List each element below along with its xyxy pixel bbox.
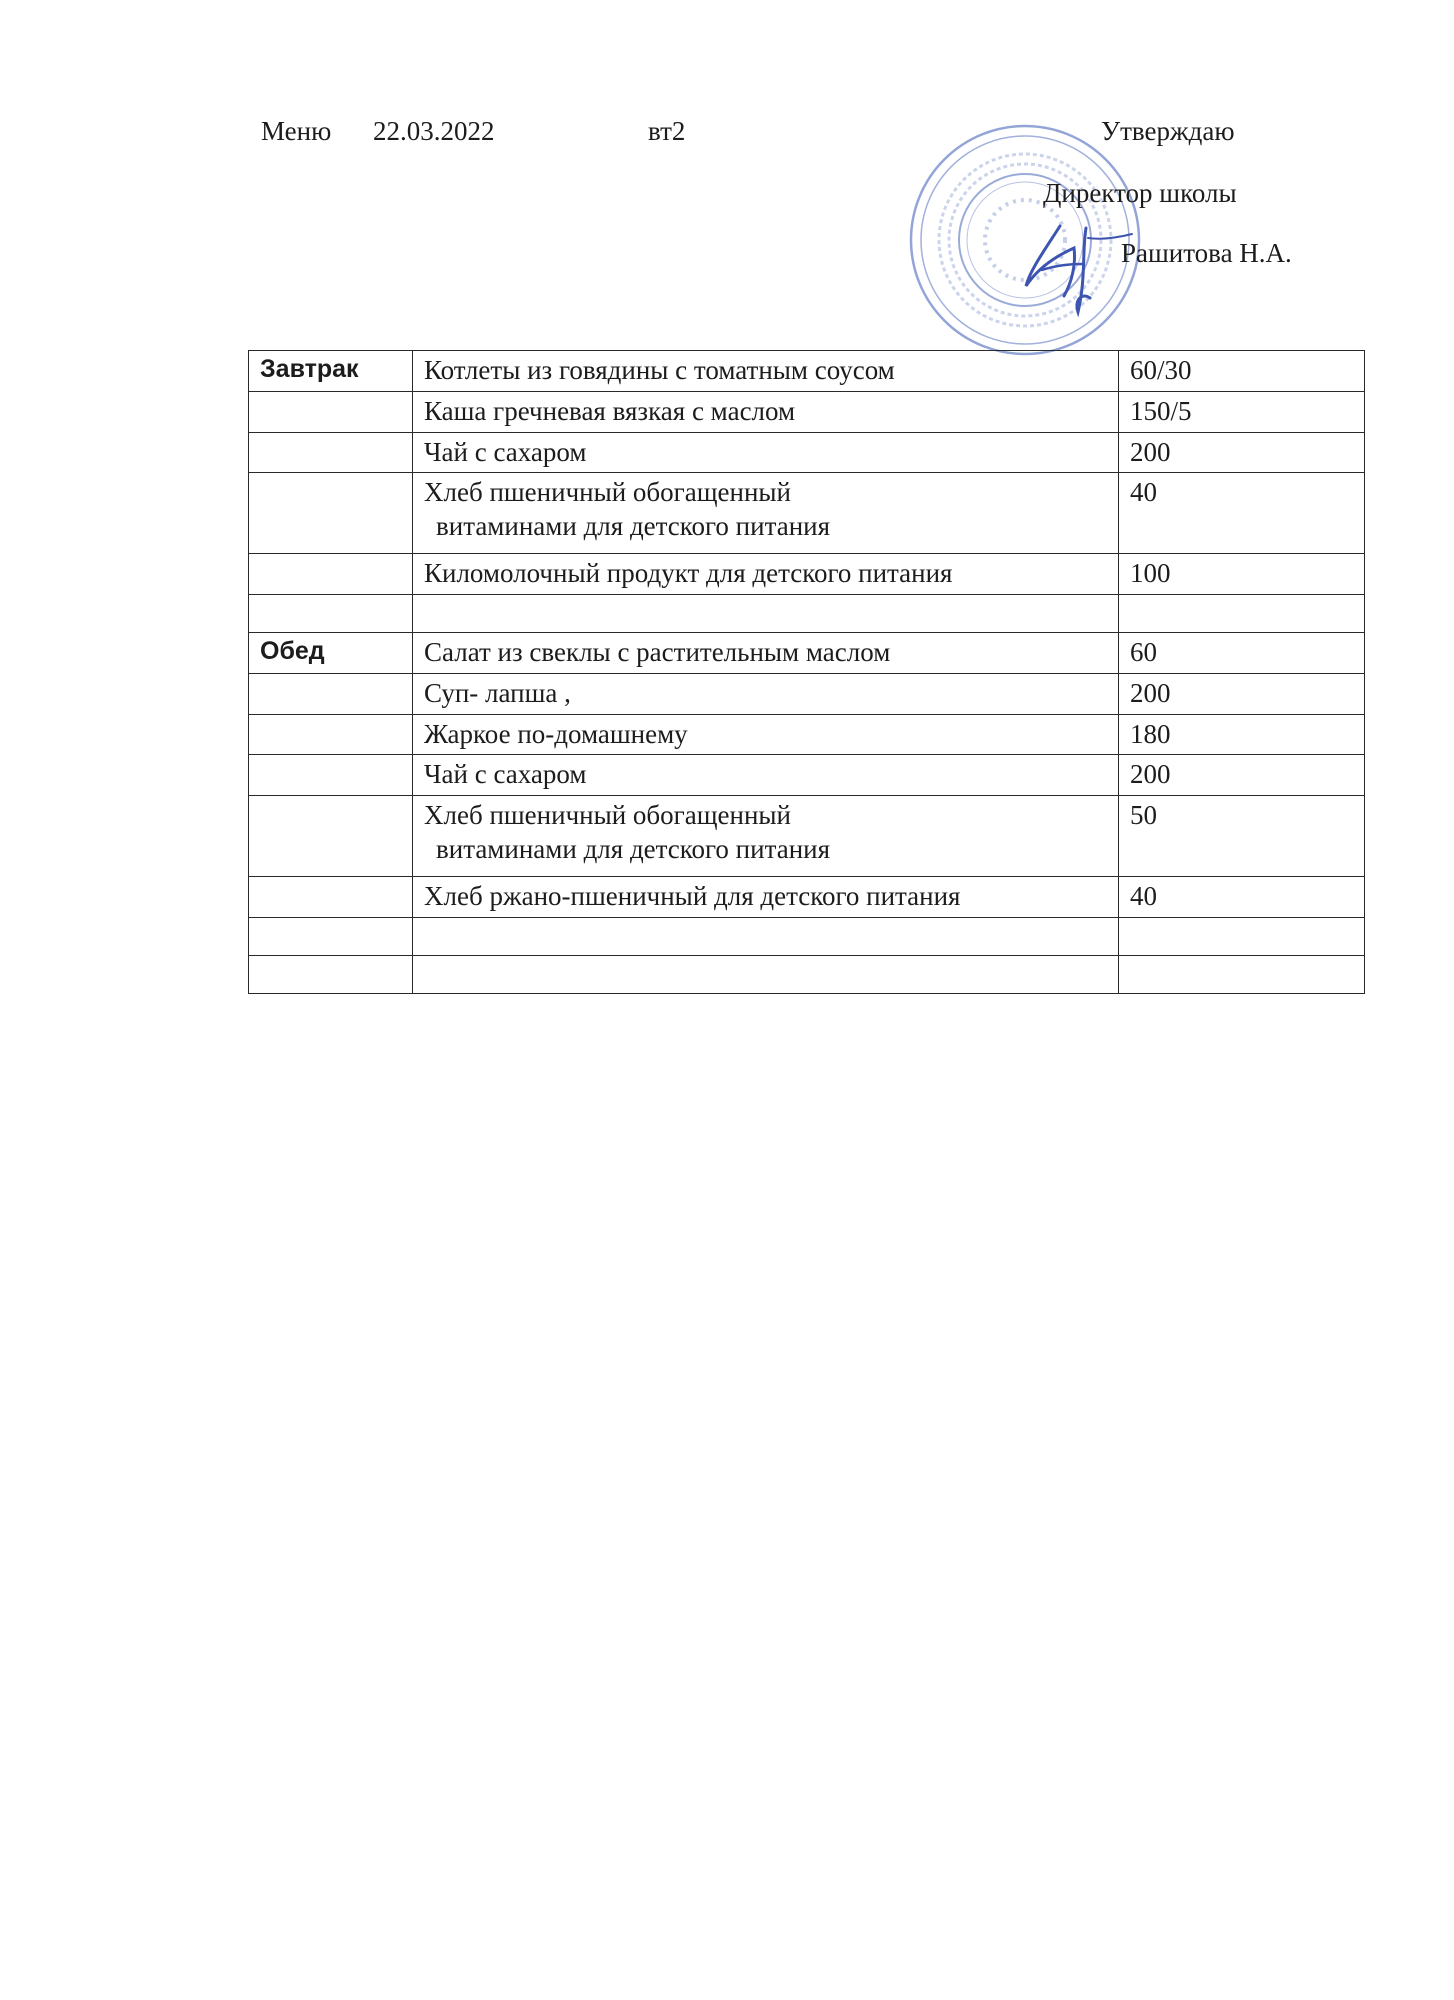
dish-cell [413, 917, 1119, 955]
table-row [249, 351, 1365, 392]
dish-cell [413, 595, 1119, 633]
meal-cell: Завтрак [249, 351, 413, 392]
menu-label: Меню [261, 116, 332, 146]
portion-cell: 180 [1119, 714, 1365, 755]
portion-cell: 50 [1119, 796, 1365, 877]
table-row [249, 391, 1365, 432]
portion-cell: 100 [1119, 554, 1365, 595]
table-row [249, 714, 1365, 755]
portion-cell: 150/5 [1119, 391, 1365, 432]
portion-cell: 40 [1119, 473, 1365, 554]
dish-line-continued: витаминами для детского питания [436, 833, 831, 864]
meal-cell [249, 595, 413, 633]
table-row [249, 877, 1365, 918]
menu-weekday: вт2 [648, 116, 686, 146]
portion-cell [1119, 955, 1365, 993]
dish-line-continued: витаминами для детского питания [436, 511, 831, 541]
meal-cell [249, 432, 413, 473]
table-row [249, 595, 1365, 633]
table-row [249, 473, 1365, 554]
meal-cell [249, 755, 413, 796]
dish-cell: Жаркое по-домашнему [413, 714, 1119, 755]
dish-cell: Суп- лапша , [413, 673, 1119, 714]
meal-cell [249, 554, 413, 595]
approval-word: Утверждаю [1101, 116, 1235, 146]
meal-cell [249, 917, 413, 955]
meal-cell [249, 673, 413, 714]
dish-line: Хлеб пшеничный обогащенный [424, 477, 791, 508]
menu-table [248, 350, 1365, 994]
meal-cell [249, 955, 413, 993]
dish-cell: Киломолочный продукт для детского питания [413, 554, 1119, 595]
dish-cell: Салат из свеклы с растительным маслом [413, 633, 1119, 674]
table-row [249, 673, 1365, 714]
portion-cell: 200 [1119, 755, 1365, 796]
table-row [249, 633, 1365, 674]
portion-cell: 200 [1119, 432, 1365, 473]
approval-name: Рашитова Н.А. [1121, 238, 1292, 268]
dish-line: Хлеб пшеничный обогащенный [424, 800, 791, 830]
portion-cell: 40 [1119, 877, 1365, 918]
meal-cell [249, 796, 413, 877]
portion-cell: 200 [1119, 673, 1365, 714]
meal-cell [249, 391, 413, 432]
dish-cell: Чай с сахаром [413, 432, 1119, 473]
meal-cell [249, 473, 413, 554]
table-row [249, 432, 1365, 473]
portion-cell: 60 [1119, 633, 1365, 674]
table-row [249, 917, 1365, 955]
dish-cell: Каша гречневая вязкая с маслом [413, 391, 1119, 432]
table-row [249, 554, 1365, 595]
school-stamp-seal [905, 120, 1145, 360]
dish-cell [413, 473, 1119, 554]
meal-cell [249, 877, 413, 918]
table-row [249, 955, 1365, 993]
dish-cell [413, 796, 1119, 877]
dish-cell: Чай с сахаром [413, 755, 1119, 796]
portion-cell [1119, 595, 1365, 633]
table-row [249, 755, 1365, 796]
menu-date: 22.03.2022 [373, 116, 495, 146]
portion-cell: 60/30 [1119, 351, 1365, 392]
dish-cell: Хлеб ржано-пшеничный для детского питания [413, 877, 1119, 918]
dish-cell [413, 955, 1119, 993]
dish-cell: Котлеты из говядины с томатным соусом [413, 351, 1119, 392]
portion-cell [1119, 917, 1365, 955]
approval-position: Директор школы [1043, 178, 1237, 208]
meal-cell [249, 714, 413, 755]
table-row [249, 796, 1365, 877]
meal-cell: Обед [249, 633, 413, 674]
